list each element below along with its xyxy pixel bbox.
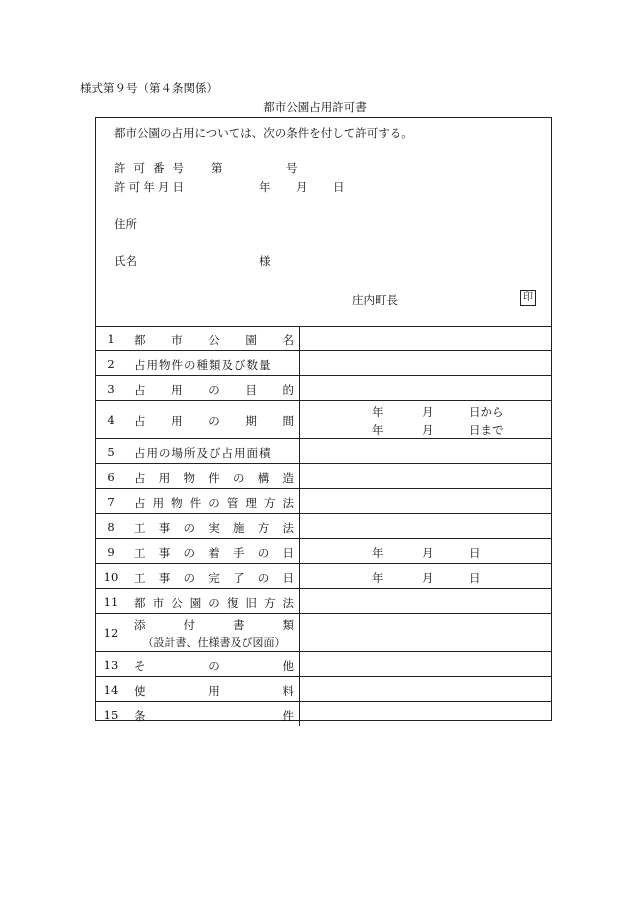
start-date-day: 日 bbox=[469, 546, 481, 560]
document-title: 都市公園占用許可書 bbox=[263, 100, 367, 114]
row-label: 占 用 物 件 の 構 造 bbox=[134, 471, 294, 485]
issuer: 庄内町長 bbox=[352, 293, 398, 307]
row-label: 都 市 公 園 名 bbox=[134, 333, 294, 347]
table-row bbox=[96, 564, 551, 589]
permit-number-label: 許 可 番 号 bbox=[114, 161, 184, 175]
permit-date-label: 許 可 年 月 日 bbox=[114, 180, 184, 194]
row-number: 2 bbox=[107, 357, 115, 371]
row-sublabel: （設計書、仕様書及び図面） bbox=[142, 636, 286, 649]
row-number: 13 bbox=[103, 658, 119, 672]
row-label: 占 用 の 期 間 bbox=[134, 414, 294, 428]
table-row bbox=[96, 351, 551, 376]
row-label: 工 事 の 着 手 の 日 bbox=[134, 546, 294, 560]
row-label: 占用の場所及び占用面積 bbox=[134, 446, 272, 460]
table-row bbox=[96, 539, 551, 564]
row-label: 占 用 物 件 の 管 理 方 法 bbox=[134, 496, 294, 510]
row-label: 使 用 料 bbox=[134, 684, 294, 698]
start-date-year: 年 bbox=[372, 546, 384, 560]
table-row bbox=[96, 614, 551, 652]
row-number: 12 bbox=[103, 626, 119, 640]
name-label: 氏名 bbox=[114, 254, 137, 268]
permit-date-month: 月 bbox=[296, 180, 308, 194]
row-label: 添 付 書 類 bbox=[134, 618, 294, 632]
row-label: 条 件 bbox=[134, 709, 294, 723]
row-number: 1 bbox=[107, 332, 115, 346]
period-to-month: 月 bbox=[422, 423, 434, 437]
table-row bbox=[96, 677, 551, 702]
completion-date-year: 年 bbox=[372, 571, 384, 585]
permit-number-prefix: 第 bbox=[211, 161, 223, 175]
period-from-month: 月 bbox=[422, 405, 434, 419]
start-date-month: 月 bbox=[422, 546, 434, 560]
period-from-day: 日から bbox=[469, 405, 504, 419]
row-label: 工 事 の 完 了 の 日 bbox=[134, 571, 294, 585]
row-number: 7 bbox=[107, 495, 115, 509]
table-row bbox=[96, 652, 551, 677]
row-number: 3 bbox=[107, 382, 115, 396]
permit-number-suffix: 号 bbox=[286, 161, 298, 175]
table-row bbox=[96, 464, 551, 489]
row-number: 11 bbox=[103, 595, 119, 609]
permit-items-table bbox=[96, 326, 551, 726]
permit-date-year: 年 bbox=[259, 180, 271, 194]
row-number: 9 bbox=[107, 545, 115, 559]
row-number: 10 bbox=[103, 570, 119, 584]
permit-header-section bbox=[96, 118, 551, 327]
period-to-day: 日まで bbox=[469, 423, 504, 437]
completion-date-day: 日 bbox=[469, 571, 481, 585]
period-from-year: 年 bbox=[372, 405, 384, 419]
table-row bbox=[96, 589, 551, 614]
table-row bbox=[96, 326, 551, 351]
table-row bbox=[96, 514, 551, 539]
row-number: 15 bbox=[103, 708, 119, 722]
row-number: 6 bbox=[107, 470, 115, 484]
honorific: 様 bbox=[259, 254, 271, 268]
row-label: そ の 他 bbox=[134, 659, 294, 673]
row-label: 占用物件の種類及び数量 bbox=[134, 358, 272, 372]
row-label: 占 用 の 目 的 bbox=[134, 383, 294, 397]
permit-form bbox=[95, 117, 552, 721]
permit-intro: 都市公園の占用については、次の条件を付して許可する。 bbox=[114, 126, 413, 140]
form-number: 様式第９号（第４条関係） bbox=[80, 81, 218, 95]
table-row bbox=[96, 401, 551, 439]
row-number: 8 bbox=[107, 520, 115, 534]
address-label: 住所 bbox=[114, 217, 137, 231]
table-row bbox=[96, 376, 551, 401]
completion-date-month: 月 bbox=[422, 571, 434, 585]
row-number: 14 bbox=[103, 683, 119, 697]
permit-date-day: 日 bbox=[333, 180, 345, 194]
row-number: 5 bbox=[107, 445, 115, 459]
row-number: 4 bbox=[107, 413, 115, 427]
table-row bbox=[96, 702, 551, 726]
period-to-year: 年 bbox=[372, 423, 384, 437]
row-label: 工 事 の 実 施 方 法 bbox=[134, 521, 294, 535]
row-label: 都 市 公 園 の 復 旧 方 法 bbox=[134, 596, 294, 610]
table-row bbox=[96, 489, 551, 514]
seal-mark: 印 bbox=[520, 290, 536, 306]
table-row bbox=[96, 439, 551, 464]
